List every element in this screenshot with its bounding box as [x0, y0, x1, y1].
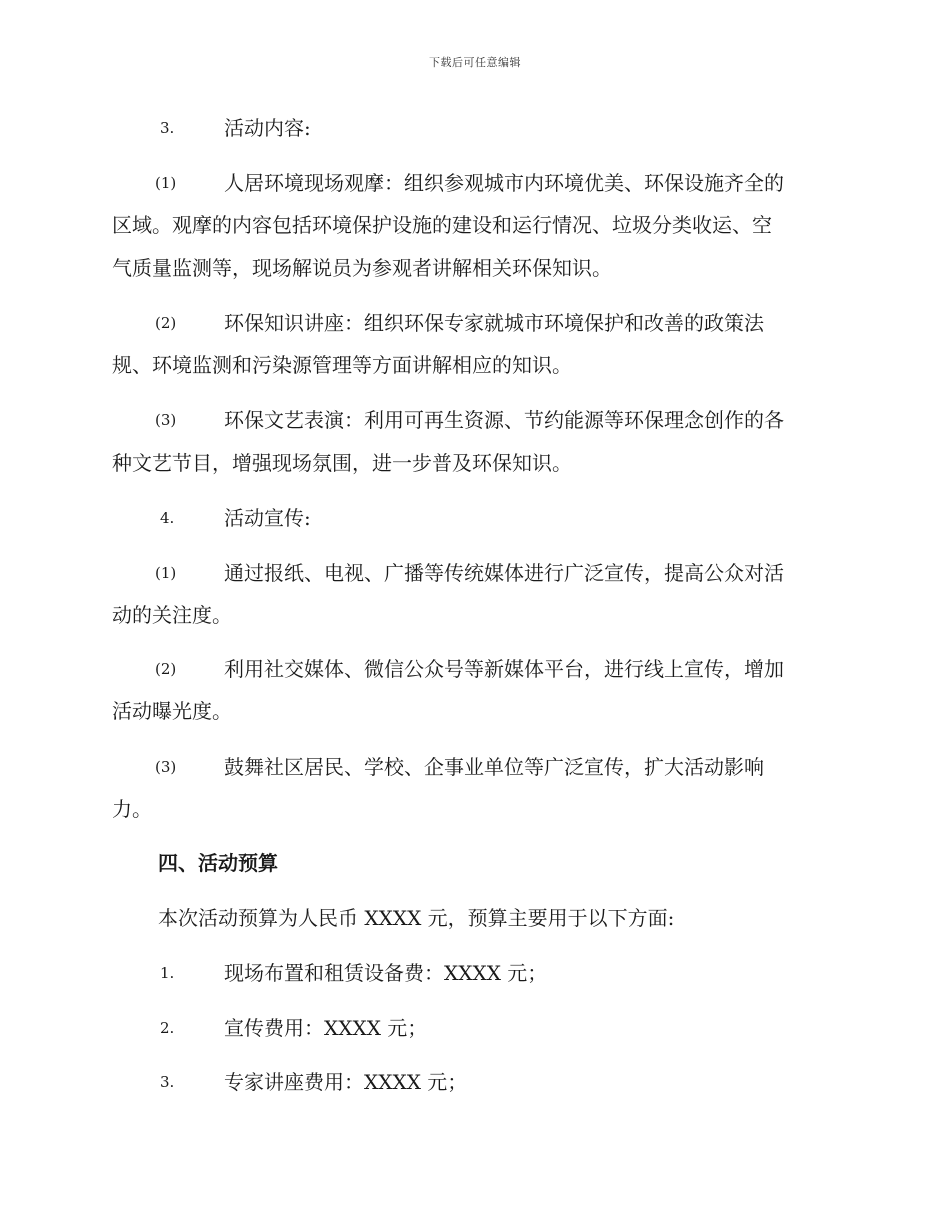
budget-item-2-text: 宣传费用：XXXX 元；	[224, 1016, 428, 1040]
budget-item-3-text: 专家讲座费用：XXXX 元；	[224, 1070, 468, 1094]
item-3-1-number: (1)	[155, 174, 177, 192]
item-4-2-number: (2)	[155, 660, 177, 678]
item-3-3-number: (3)	[155, 411, 177, 429]
item-4-2-line-1: 利用社交媒体、微信公众号等新媒体平台，进行线上宣传，增加	[224, 657, 784, 681]
item-4-3-line-1: 鼓舞社区居民、学校、企事业单位等广泛宣传，扩大活动影响	[224, 755, 764, 779]
budget-heading: 四、活动预算	[158, 851, 278, 875]
budget-item-2-number: 2.	[160, 1019, 175, 1037]
section-3-title: 活动内容:	[224, 116, 311, 140]
item-3-1-line-1: 人居环境现场观摩：组织参观城市内环境优美、环保设施齐全的	[224, 171, 784, 195]
item-4-1-line-2: 动的关注度。	[112, 603, 232, 627]
item-4-1-number: (1)	[155, 564, 177, 582]
item-3-2-number: (2)	[155, 314, 177, 332]
section-4-number: 4.	[160, 509, 175, 527]
budget-item-3-number: 3.	[160, 1073, 175, 1091]
item-4-2-line-2: 活动曝光度。	[112, 699, 232, 723]
budget-intro: 本次活动预算为人民币 XXXX 元，预算主要用于以下方面:	[158, 906, 675, 930]
item-4-3-number: (3)	[155, 758, 177, 776]
section-4-title: 活动宣传:	[224, 506, 311, 530]
item-3-2-line-1: 环保知识讲座：组织环保专家就城市环境保护和改善的政策法	[224, 311, 764, 335]
item-3-3-line-2: 种文艺节目，增强现场氛围，进一步普及环保知识。	[112, 451, 572, 475]
item-4-3-line-2: 力。	[112, 797, 152, 821]
item-3-2-line-2: 规、环境监测和污染源管理等方面讲解相应的知识。	[112, 353, 572, 377]
budget-item-1-number: 1.	[160, 964, 175, 982]
item-3-3-line-1: 环保文艺表演：利用可再生资源、节约能源等环保理念创作的各	[224, 408, 784, 432]
section-3-number: 3.	[160, 119, 175, 137]
page-header: 下载后可任意编辑	[429, 56, 521, 69]
budget-item-1-text: 现场布置和租赁设备费：XXXX 元；	[224, 961, 548, 985]
item-3-1-line-3: 气质量监测等，现场解说员为参观者讲解相关环保知识。	[112, 256, 612, 280]
item-4-1-line-1: 通过报纸、电视、广播等传统媒体进行广泛宣传，提高公众对活	[224, 561, 784, 585]
item-3-1-line-2: 区域。观摩的内容包括环境保护设施的建设和运行情况、垃圾分类收运、空	[112, 213, 772, 237]
